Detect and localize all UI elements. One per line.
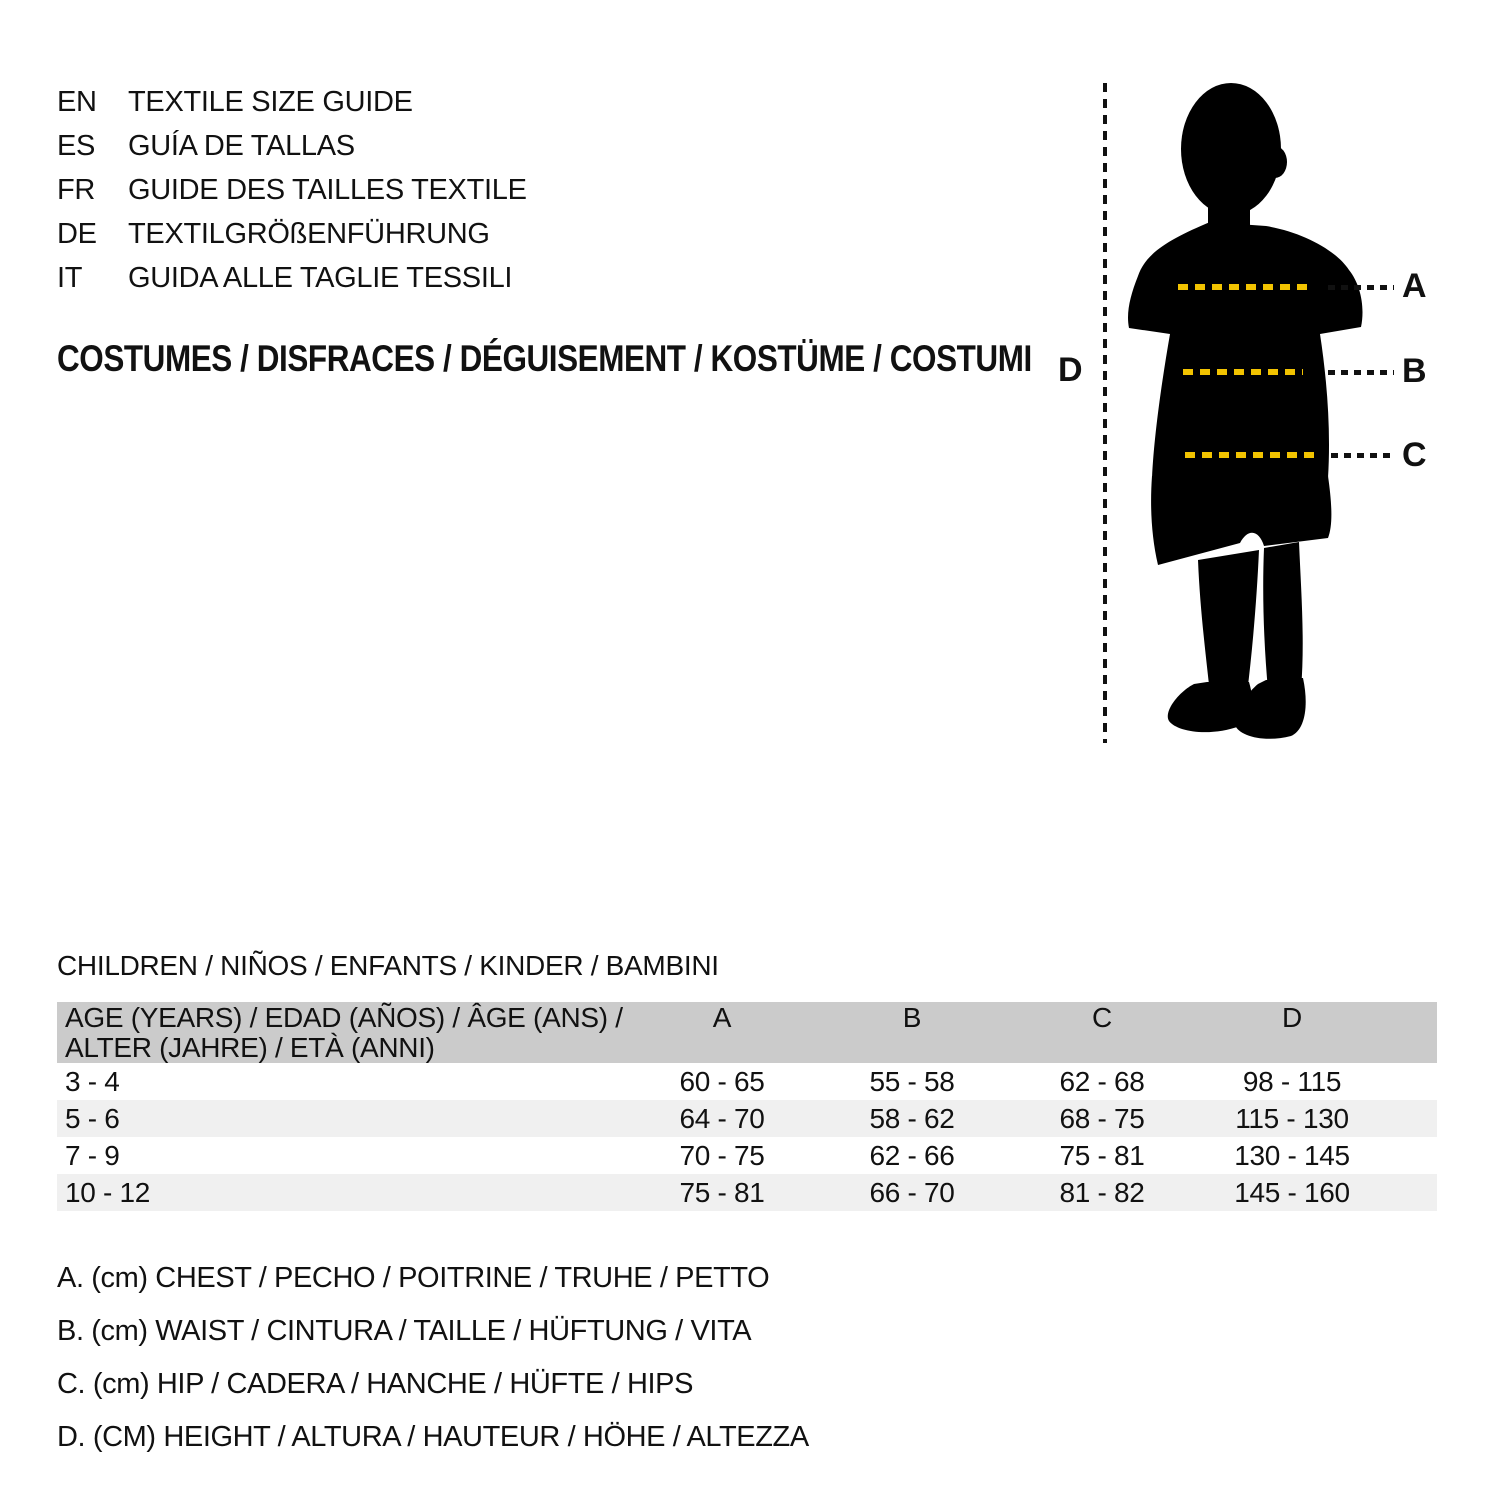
chest-measure-line: [1178, 284, 1314, 290]
language-item-de: [57, 212, 527, 256]
age-value: 10 - 12: [65, 1176, 151, 1208]
language-code: IT: [57, 261, 83, 294]
waist-value: 58 - 62: [869, 1102, 955, 1134]
chest-callout-line: [1328, 285, 1394, 290]
waist-measure-line: [1183, 369, 1303, 375]
language-code: EN: [57, 85, 97, 118]
table-row: [57, 1174, 1437, 1211]
waist-value: 62 - 66: [869, 1139, 955, 1171]
category-heading: COSTUMES / DISFRACES / DÉGUISEMENT / KOSTÜME / COSTUMI: [57, 338, 1032, 379]
marker-label-height: D: [1058, 351, 1083, 389]
age-header-line1: AGE (YEARS) / EDAD (AÑOS) / ÂGE (ANS) /: [65, 1002, 623, 1033]
table-row: [57, 1063, 1437, 1100]
hip-value: 62 - 68: [1059, 1065, 1145, 1097]
legend-item-height: D. (CM) HEIGHT / ALTURA / HAUTEUR / HÖHE / ALTEZZA: [57, 1421, 809, 1453]
chest-value: 60 - 65: [679, 1065, 765, 1097]
language-code: DE: [57, 217, 97, 250]
waist-value: 55 - 58: [869, 1065, 955, 1097]
language-title: GUIDE DES TAILLES TEXTILE: [128, 173, 527, 206]
column-header-a: A: [712, 1002, 732, 1033]
table-header-row: [57, 1002, 1437, 1063]
language-title: TEXTILGRÖßENFÜHRUNG: [128, 217, 490, 250]
language-title: GUIDA ALLE TAGLIE TESSILI: [128, 261, 513, 294]
language-code: ES: [57, 129, 96, 162]
column-header-b: B: [902, 1002, 922, 1033]
hip-value: 81 - 82: [1059, 1176, 1145, 1208]
hip-value: 68 - 75: [1059, 1102, 1145, 1134]
measurement-figure: [1050, 80, 1480, 760]
height-value: 115 - 130: [1235, 1102, 1349, 1134]
hip-callout-line: [1331, 453, 1393, 458]
table-row: [57, 1100, 1437, 1137]
language-item-it: [57, 256, 527, 300]
height-value: 98 - 115: [1242, 1065, 1342, 1097]
chest-value: 64 - 70: [679, 1102, 765, 1134]
age-value: 7 - 9: [65, 1139, 120, 1171]
marker-label-waist: B: [1402, 352, 1427, 390]
waist-callout-line: [1328, 370, 1394, 375]
children-size-table: [57, 1002, 1437, 1211]
language-item-fr: [57, 168, 527, 212]
column-header-d: D: [1282, 1002, 1302, 1033]
chest-value: 75 - 81: [679, 1176, 765, 1208]
age-header-line2: ALTER (JAHRE) / ETÀ (ANNI): [65, 1032, 435, 1063]
language-title: TEXTILE SIZE GUIDE: [128, 85, 413, 118]
language-item-en: [57, 80, 527, 124]
height-value: 145 - 160: [1234, 1176, 1350, 1208]
legend-item-chest: A. (cm) CHEST / PECHO / POITRINE / TRUHE / PETTO: [57, 1262, 770, 1294]
child-silhouette: [1050, 80, 1480, 760]
age-value: 3 - 4: [65, 1065, 120, 1097]
marker-label-chest: A: [1402, 267, 1427, 305]
chest-value: 70 - 75: [679, 1139, 765, 1171]
age-column-header: [57, 1002, 627, 1063]
legend-item-hip: C. (cm) HIP / CADERA / HANCHE / HÜFTE / HIPS: [57, 1368, 694, 1400]
marker-label-hip: C: [1402, 436, 1427, 474]
table-row: [57, 1137, 1437, 1174]
legend-item-waist: B. (cm) WAIST / CINTURA / TAILLE / HÜFTUNG / VITA: [57, 1315, 752, 1347]
language-title: GUÍA DE TALLAS: [128, 129, 355, 162]
section-title-children: CHILDREN / NIÑOS / ENFANTS / KINDER / BAMBINI: [57, 950, 719, 981]
language-guide-list: [57, 80, 527, 300]
waist-value: 66 - 70: [869, 1176, 955, 1208]
height-value: 130 - 145: [1234, 1139, 1350, 1171]
hip-measure-line: [1185, 452, 1319, 458]
measurement-legend: [57, 1252, 809, 1464]
column-header-c: C: [1092, 1002, 1112, 1033]
age-value: 5 - 6: [65, 1102, 120, 1134]
hip-value: 75 - 81: [1059, 1139, 1145, 1171]
language-code: FR: [57, 173, 96, 206]
language-item-es: [57, 124, 527, 168]
